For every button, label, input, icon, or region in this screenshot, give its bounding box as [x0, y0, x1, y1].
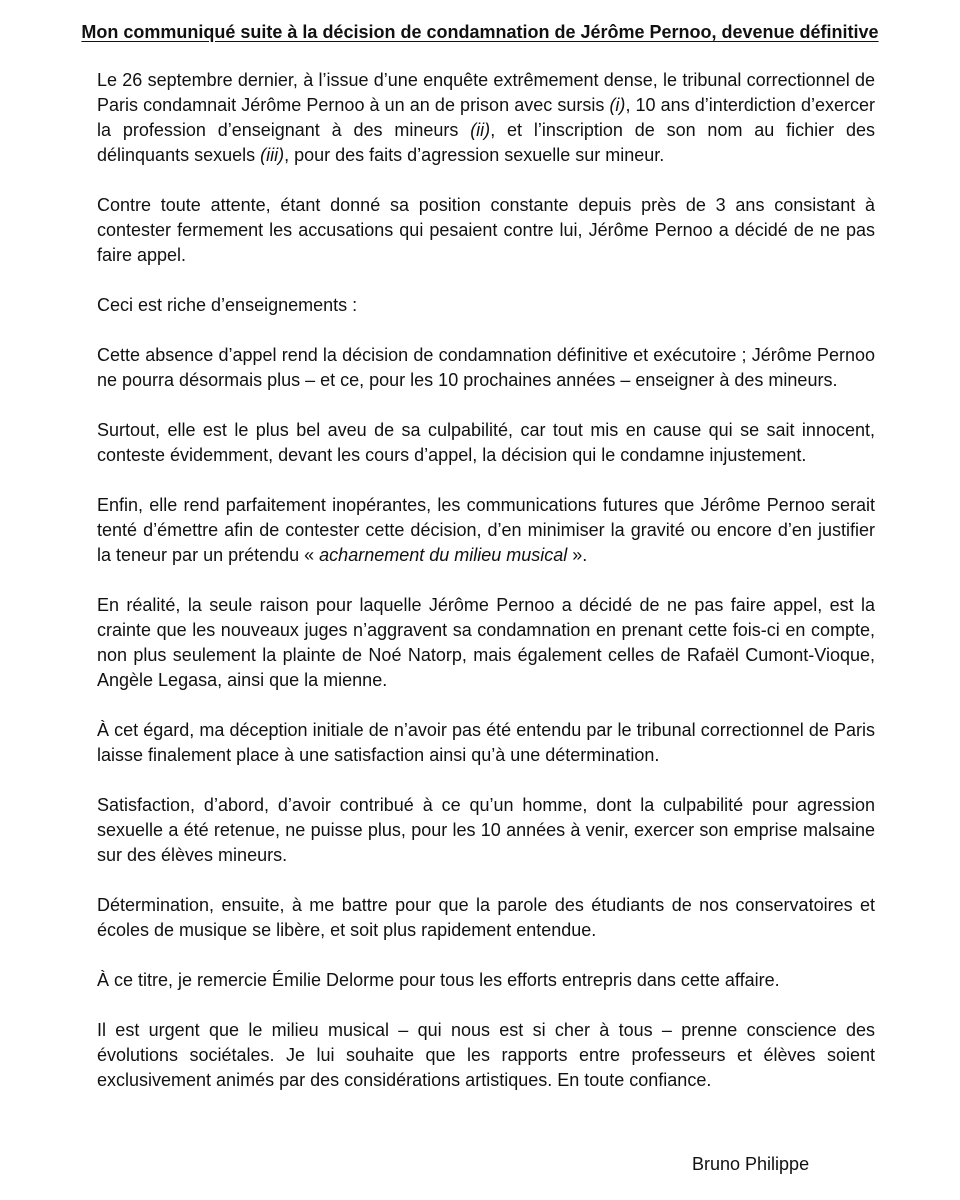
paragraph-6-text-b: ». — [567, 545, 588, 565]
footnote-marker-ii: (ii) — [470, 120, 491, 140]
paragraph-2: Contre toute attente, étant donné sa position constante depuis près de 3 ans consistant à contester fermement les accusations qui pesaient contre lui, Jérôme Pernoo a décidé de ne pas faire appel. — [97, 195, 875, 265]
paragraph-5: Surtout, elle est le plus bel aveu de sa culpabilité, car tout mis en cause qui se sait innocent, conteste évidemment, devant les cours d’appel, la décision qui le condamne injustement. — [97, 420, 875, 465]
paragraph-1-text-c: , et l’inscription de son nom au fichier des délinquants sexuels — [97, 120, 876, 165]
paragraph-1-text-b: , 10 ans d’interdiction d’exercer la profession d’enseignant à des mineurs — [97, 95, 875, 140]
paragraph-6 — [97, 493, 875, 568]
paragraph-12: Il est urgent que le milieu musical – qui nous est si cher à tous – prenne conscience des évolutions sociétales. Je lui souhaite que les rapports entre professeurs et élèves soient exclusivement animés par des considérations artistiques. En toute confiance. — [97, 1020, 875, 1090]
paragraph-1-text-a: Le 26 septembre dernier, à l’issue d’une enquête extrêmement dense, le tribunal correctionnel de Paris condamnait Jérôme Pernoo à un an de prison avec sursis — [97, 70, 875, 115]
paragraph-6-text-a: Enfin, elle rend parfaitement inopérantes, les communications futures que Jérôme Pernoo serait tenté d’émettre afin de contester cette décision, d’en minimiser la gravité ou encore d’en justifier la teneur par un prétendu « — [97, 495, 875, 565]
paragraph-6-emphasis: acharnement du milieu musical — [319, 545, 568, 565]
signature: Bruno Philippe — [692, 1154, 810, 1174]
paragraph-11: À ce titre, je remercie Émilie Delorme pour tous les efforts entrepris dans cette affaire. — [97, 970, 780, 990]
paragraph-1-text-d: , pour des faits d’agression sexuelle sur mineur. — [284, 145, 665, 165]
paragraph-7: En réalité, la seule raison pour laquelle Jérôme Pernoo a décidé de ne pas faire appel, est la crainte que les nouveaux juges n’aggravent sa condamnation en prenant cette fois-ci en compte, non plus seulement la plainte de Noé Natorp, mais également celles de Rafaël Cumont-Vioque, Angèle Legasa, ainsi que la mienne. — [97, 595, 875, 690]
paragraph-8: À cet égard, ma déception initiale de n’avoir pas été entendu par le tribunal correctionnel de Paris laisse finalement place à une satisfaction ainsi qu’à une détermination. — [97, 720, 875, 765]
paragraph-1 — [97, 68, 875, 168]
paragraph-3: Ceci est riche d’enseignements : — [97, 295, 358, 315]
document-title: Mon communiqué suite à la décision de condamnation de Jérôme Pernoo, devenue définitive — [81, 22, 879, 42]
paragraph-9: Satisfaction, d’abord, d’avoir contribué à ce qu’un homme, dont la culpabilité pour agression sexuelle a été retenue, ne puisse plus, pour les 10 années à venir, exercer son emprise malsaine sur des élèves mineurs. — [97, 795, 875, 865]
paragraph-10: Détermination, ensuite, à me battre pour que la parole des étudiants de nos conservatoires et écoles de musique se libère, et soit plus rapidement entendue. — [97, 895, 875, 940]
footnote-marker-iii: (iii) — [260, 145, 285, 165]
document-body — [97, 68, 875, 1093]
footnote-marker-i: (i) — [609, 95, 626, 115]
paragraph-4: Cette absence d’appel rend la décision de condamnation définitive et exécutoire ; Jérôme Pernoo ne pourra désormais plus – et ce, pour les 10 prochaines années – enseigner à des mineurs. — [97, 345, 875, 390]
